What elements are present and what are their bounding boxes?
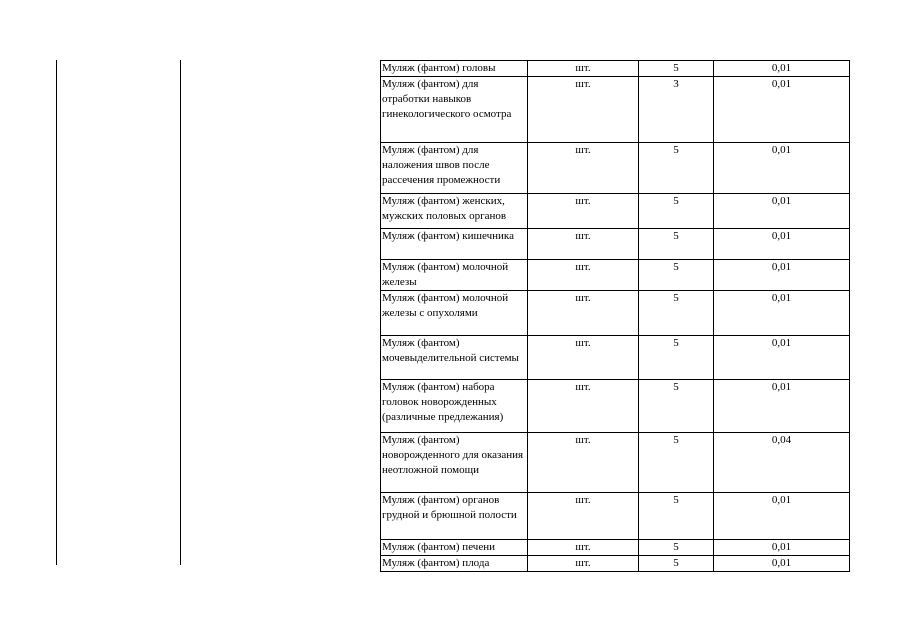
item-value: 0,01	[714, 291, 850, 336]
item-name: Муляж (фантом) молочной железы	[381, 260, 528, 291]
table-row	[381, 336, 850, 380]
item-unit: шт.	[528, 77, 639, 143]
item-quantity: 5	[639, 380, 714, 433]
item-value: 0,04	[714, 433, 850, 493]
item-quantity: 5	[639, 540, 714, 556]
item-unit: шт.	[528, 291, 639, 336]
table-row	[381, 291, 850, 336]
item-name: Муляж (фантом) мочевыделительной системы	[381, 336, 528, 380]
item-unit: шт.	[528, 336, 639, 380]
table-row	[381, 540, 850, 556]
table-row	[381, 194, 850, 229]
item-value: 0,01	[714, 77, 850, 143]
item-quantity: 5	[639, 493, 714, 540]
item-name: Муляж (фантом) набора головок новорожденных (различные предлежания)	[381, 380, 528, 433]
table-row	[381, 77, 850, 143]
item-unit: шт.	[528, 143, 639, 194]
item-value: 0,01	[714, 380, 850, 433]
item-name: Муляж (фантом) для наложения швов после рассечения промежности	[381, 143, 528, 194]
left-column-border	[56, 60, 57, 565]
item-name: Муляж (фантом) женских, мужских половых органов	[381, 194, 528, 229]
item-quantity: 5	[639, 556, 714, 572]
item-value: 0,01	[714, 336, 850, 380]
item-name: Муляж (фантом) кишечника	[381, 229, 528, 260]
item-value: 0,01	[714, 556, 850, 572]
item-name: Муляж (фантом) новорожденного для оказания неотложной помощи	[381, 433, 528, 493]
item-quantity: 5	[639, 194, 714, 229]
item-name: Муляж (фантом) органов грудной и брюшной полости	[381, 493, 528, 540]
item-value: 0,01	[714, 260, 850, 291]
item-unit: шт.	[528, 540, 639, 556]
item-unit: шт.	[528, 493, 639, 540]
item-quantity: 3	[639, 77, 714, 143]
item-value: 0,01	[714, 229, 850, 260]
item-value: 0,01	[714, 143, 850, 194]
item-name: Муляж (фантом) печени	[381, 540, 528, 556]
item-unit: шт.	[528, 194, 639, 229]
item-unit: шт.	[528, 229, 639, 260]
item-unit: шт.	[528, 260, 639, 291]
table-row	[381, 260, 850, 291]
item-name: Муляж (фантом) плода	[381, 556, 528, 572]
second-column-border	[180, 60, 181, 565]
item-unit: шт.	[528, 556, 639, 572]
table-row	[381, 433, 850, 493]
item-unit: шт.	[528, 433, 639, 493]
table-row	[381, 556, 850, 572]
item-name: Муляж (фантом) для отработки навыков гинекологического осмотра	[381, 77, 528, 143]
item-quantity: 5	[639, 143, 714, 194]
item-name: Муляж (фантом) молочной железы с опухолями	[381, 291, 528, 336]
item-quantity: 5	[639, 61, 714, 77]
table-row	[381, 143, 850, 194]
item-value: 0,01	[714, 61, 850, 77]
item-quantity: 5	[639, 433, 714, 493]
item-quantity: 5	[639, 291, 714, 336]
item-unit: шт.	[528, 61, 639, 77]
table-row	[381, 380, 850, 433]
item-quantity: 5	[639, 260, 714, 291]
table-row	[381, 493, 850, 540]
table-row	[381, 61, 850, 77]
item-value: 0,01	[714, 540, 850, 556]
item-value: 0,01	[714, 194, 850, 229]
item-unit: шт.	[528, 380, 639, 433]
item-value: 0,01	[714, 493, 850, 540]
table-row	[381, 229, 850, 260]
item-name: Муляж (фантом) головы	[381, 61, 528, 77]
item-quantity: 5	[639, 336, 714, 380]
equipment-table	[380, 60, 850, 572]
item-quantity: 5	[639, 229, 714, 260]
